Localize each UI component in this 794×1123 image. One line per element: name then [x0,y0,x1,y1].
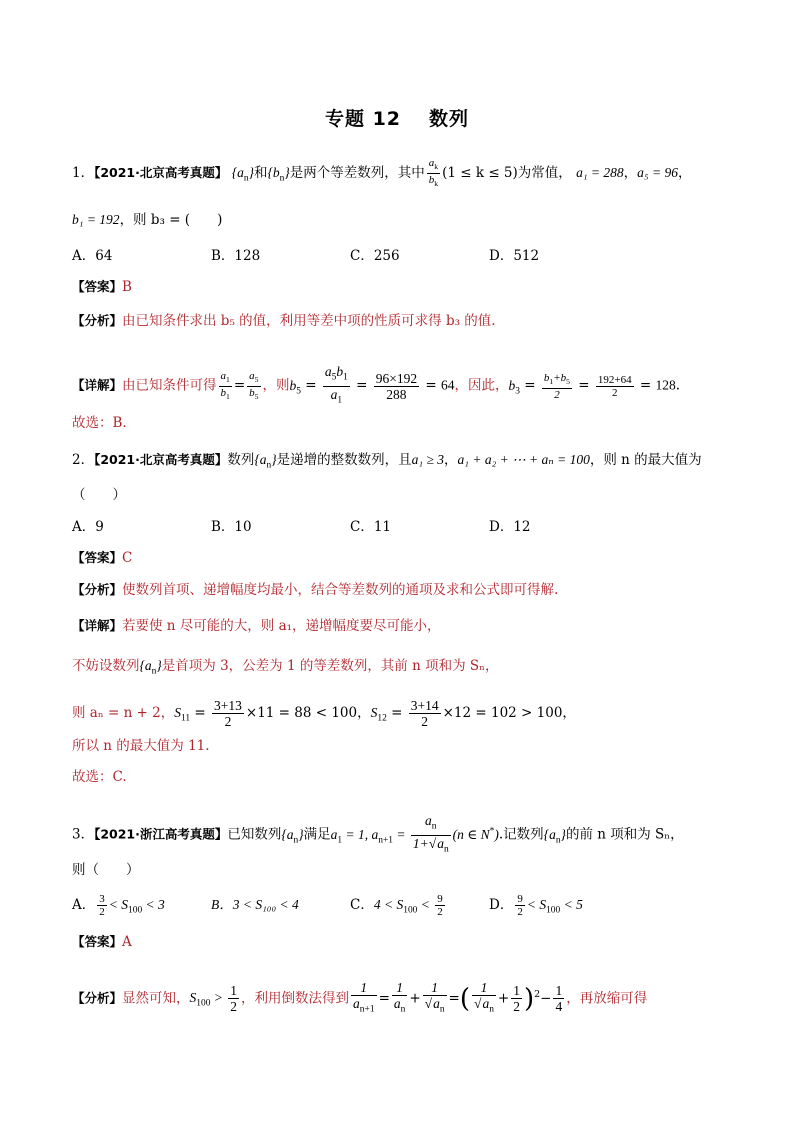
conclusion-text: 故选：B. [72,415,127,431]
question-3-answer [72,932,132,952]
condition-sum: a₁ + a₂ + ⋯ + aₙ = 100 [457,452,590,467]
analysis-text: 使数列首项、递增幅度均最小，结合等差数列的通项及求和公式即可得解. [122,582,559,598]
option-a-label: A． [72,897,96,913]
option-b: B．128 [211,248,261,264]
option-a: A．9 [72,519,104,535]
question-ask: （ ） [72,487,126,503]
answer-value: A [122,934,132,950]
condition-a5: a₅ = 96 [637,165,678,181]
text: 是两个等差数列，其中 [289,165,425,182]
question-3-then [72,860,140,880]
question-number: 1． [72,165,95,182]
answer-value: B [122,279,132,295]
question-1-conclusion [72,413,127,433]
option-b: B．10 [211,519,252,535]
question-1-stem-cont [72,210,222,230]
question-number: 2． [72,452,95,468]
detail-text: 则 aₙ = n + 2， [72,705,175,721]
analysis-label: 【分析】 [72,990,123,1006]
analysis-text: 显然可知， [122,990,190,1007]
text: 是递增的整数数列，且 [276,452,412,468]
question-1-detail: 【详解】由已知条件可得 $\frac{a_1}{b_1}$ = $\frac{a_5}{b_5}$ ，则$b_5$ = $\frac{a_5b_1}{a_1}$ = $\frac{96\times 192}{288}$ = 64，因此，$b_3$ = $\frac{b_1+b_5}{2}$ = $\frac{192+64}{2}$ = 128. [72,364,681,406]
condition-a1: a₁ ≥ 3 [411,452,445,467]
page-title [0,104,794,131]
option-d-label: D． [489,897,514,913]
answer-label: 【答案】 [72,550,123,565]
analysis-label: 【分析】 [72,313,123,328]
question-2-detail-3: 则 aₙ = n + 2，$S_{11}$ = $\frac{3+13}{2}$ ×11 = 88 < 100，$S_{12}$ = $\frac{3+14}{2}$ ×12 = 102 > 100， [72,698,576,729]
question-source: 【2021·浙江高考真题】 [94,826,228,842]
answer-value: C [122,550,133,566]
question-ask: ，则 b₃ = ( ) [119,212,223,228]
question-3-options [72,893,628,921]
question-source: 【2021·北京高考真题】 [94,452,228,467]
option-c: C．$4 < S_{100}$ < $\frac{9}{2}$ [350,893,443,918]
option-a: A． $\frac{3}{2}$ < $S_{100} < 3$ [72,893,165,918]
question-2-detail-1 [72,616,441,636]
title-topic-name: 数列 [429,108,470,130]
condition-b1: b₁ = 192 [72,212,120,227]
text: 已知数列 [227,826,282,843]
detail-text: 由已知条件可得 [122,377,217,394]
answer-label: 【答案】 [72,279,123,294]
text: 的前 n 项和为 Sₙ， [565,826,684,843]
question-2-detail-4 [72,736,210,756]
question-1-answer [72,277,132,297]
text: 和 [253,165,268,182]
question-2-options [72,517,628,537]
option-a: A．64 [72,248,113,264]
detail-text: ，则 [262,377,290,394]
question-number: 3． [72,826,95,843]
answer-label: 【答案】 [72,934,123,949]
text: 满足 [303,826,331,843]
analysis-text: ，再放缩可得 [566,990,648,1007]
option-c: C．256 [350,248,400,264]
question-2-stem: 2．【2021·北京高考真题】数列$\{a_n\}$是递增的整数数列，且a₁ ≥ 3，a₁ + a₂ + ⋯ + aₙ = 100，则 n 的最大值为 [72,452,702,471]
question-1-stem: 1．【2021·北京高考真题】 $\{a_n\}$和$\{b_n\}$是两个等差数列，其中 $\frac{a_k}{b_k}$ (1 ≤ k ≤ 5)为常值， a₁ = 288，a₅ = 96， [72,157,692,189]
question-2-detail-2: 不妨设数列$\{a_n\}$是首项为 3，公差为 1 的等差数列，其前 n 项和为 Sₙ， [72,658,499,677]
option-d: D．12 [489,519,531,535]
option-d: D．512 [489,248,540,264]
detail-text: 所以 n 的最大值为 11. [72,738,210,754]
analysis-text: 由已知条件求出 b₅ 的值，利用等差中项的性质可求得 b₃ 的值. [122,313,496,329]
question-3-stem: 3．【2021·浙江高考真题】已知数列$\{a_n\}$满足$a_1 = 1$, $a_{n+1}$ = $\frac{a_n}{1+√a_n}$ (n ∈ N*).记数列$\{a_n\}$的前 n 项和为 Sₙ， [72,813,684,855]
question-2-answer [72,548,132,568]
text: (1 ≤ k ≤ 5)为常值， [442,165,572,182]
detail-text: 若要使 n 尽可能的大，则 a₁，递增幅度要尽可能小， [122,618,441,634]
detail-label: 【详解】 [72,377,123,393]
text: 数列 [227,452,255,468]
option-b: B．3 < S₁₀₀ < 4 [211,897,299,912]
analysis-text: ，利用倒数法得到 [241,990,350,1007]
text: .记数列 [498,826,544,843]
detail-label: 【详解】 [72,618,123,633]
title-topic-number: 专题 12 [324,108,402,130]
question-ask: 则（ ） [72,862,140,878]
question-source: 【2021·北京高考真题】 [94,165,228,181]
question-1-analysis [72,311,496,331]
question-3-analysis: 【分析】显然可知，$S_{100}$ > $\frac{1}{2}$ ，利用倒数法得到 $\frac{1}{a_{n+1}}$ = $\frac{1}{a_n}$ + $\frac{1}{√a_n}$ =( $\frac{1}{√a_n}$ + $\frac{1}{2}$ )$^2$− $\frac{1}{4}$ ，再放缩可得 [72,980,648,1015]
condition-a1: a₁ = 288 [576,165,624,181]
question-1-options [72,246,628,266]
text: ，则 n 的最大值为 [589,452,702,468]
question-2-conclusion [72,767,127,787]
option-c-label: C． [350,897,374,913]
detail-text: 不妨设数列 [72,658,140,674]
option-c: C．11 [350,519,392,535]
question-2-bracket [72,485,126,505]
analysis-label: 【分析】 [72,582,123,597]
question-2-analysis [72,580,558,600]
option-d: D． $\frac{9}{2}$ < $S_{100} < 5$ [489,893,583,918]
detail-text: ，因此， [454,377,509,394]
detail-text: 是首项为 3，公差为 1 的等差数列，其前 n 项和为 Sₙ， [161,658,499,674]
conclusion-text: 故选：C. [72,769,127,785]
